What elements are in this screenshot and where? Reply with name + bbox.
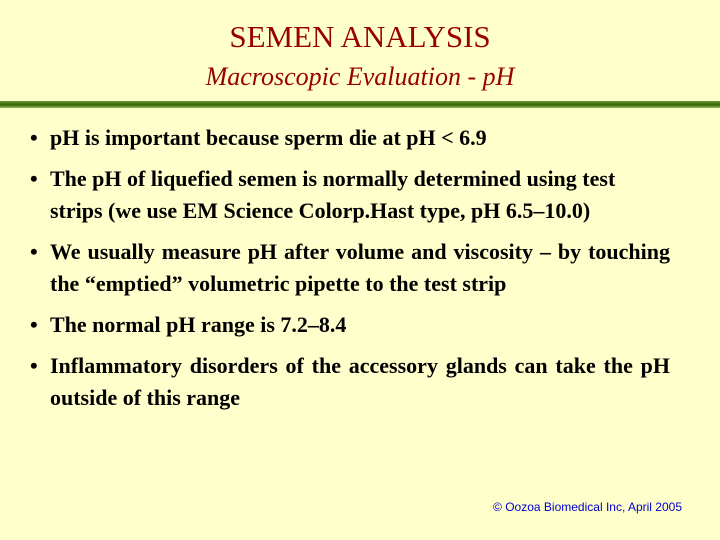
bullet-text: pH is important because sperm die at pH < 6.9 <box>50 125 487 150</box>
bullet-item <box>30 163 670 227</box>
bullet-item <box>30 236 670 300</box>
slide-title: SEMEN ANALYSIS <box>229 19 491 54</box>
bullet-mark: • <box>30 353 38 378</box>
bullet-item <box>30 350 670 414</box>
bullet-item <box>30 309 670 341</box>
copyright-footer: © Oozoa Biomedical Inc, April 2005 <box>493 500 682 514</box>
bullet-mark: • <box>30 312 38 337</box>
slide-subtitle: Macroscopic Evaluation - pH <box>205 62 515 91</box>
title-divider <box>0 101 720 108</box>
bullet-mark: • <box>30 166 38 191</box>
bullet-item <box>30 122 670 154</box>
bullet-list <box>30 122 670 423</box>
bullet-text: The pH of liquefied semen is normally determined using test strips (we use EM Science Colorp.Hast type, pH 6.5–10.0) <box>50 166 616 223</box>
bullet-mark: • <box>30 239 38 264</box>
bullet-mark: • <box>30 125 38 150</box>
bullet-text: Inflammatory disorders of the accessory glands can take the pH outside of this range <box>50 353 670 410</box>
bullet-text: We usually measure pH after volume and viscosity – by touching the “emptied” volumetric pipette to the test strip <box>50 239 670 296</box>
bullet-text: The normal pH range is 7.2–8.4 <box>50 312 347 337</box>
